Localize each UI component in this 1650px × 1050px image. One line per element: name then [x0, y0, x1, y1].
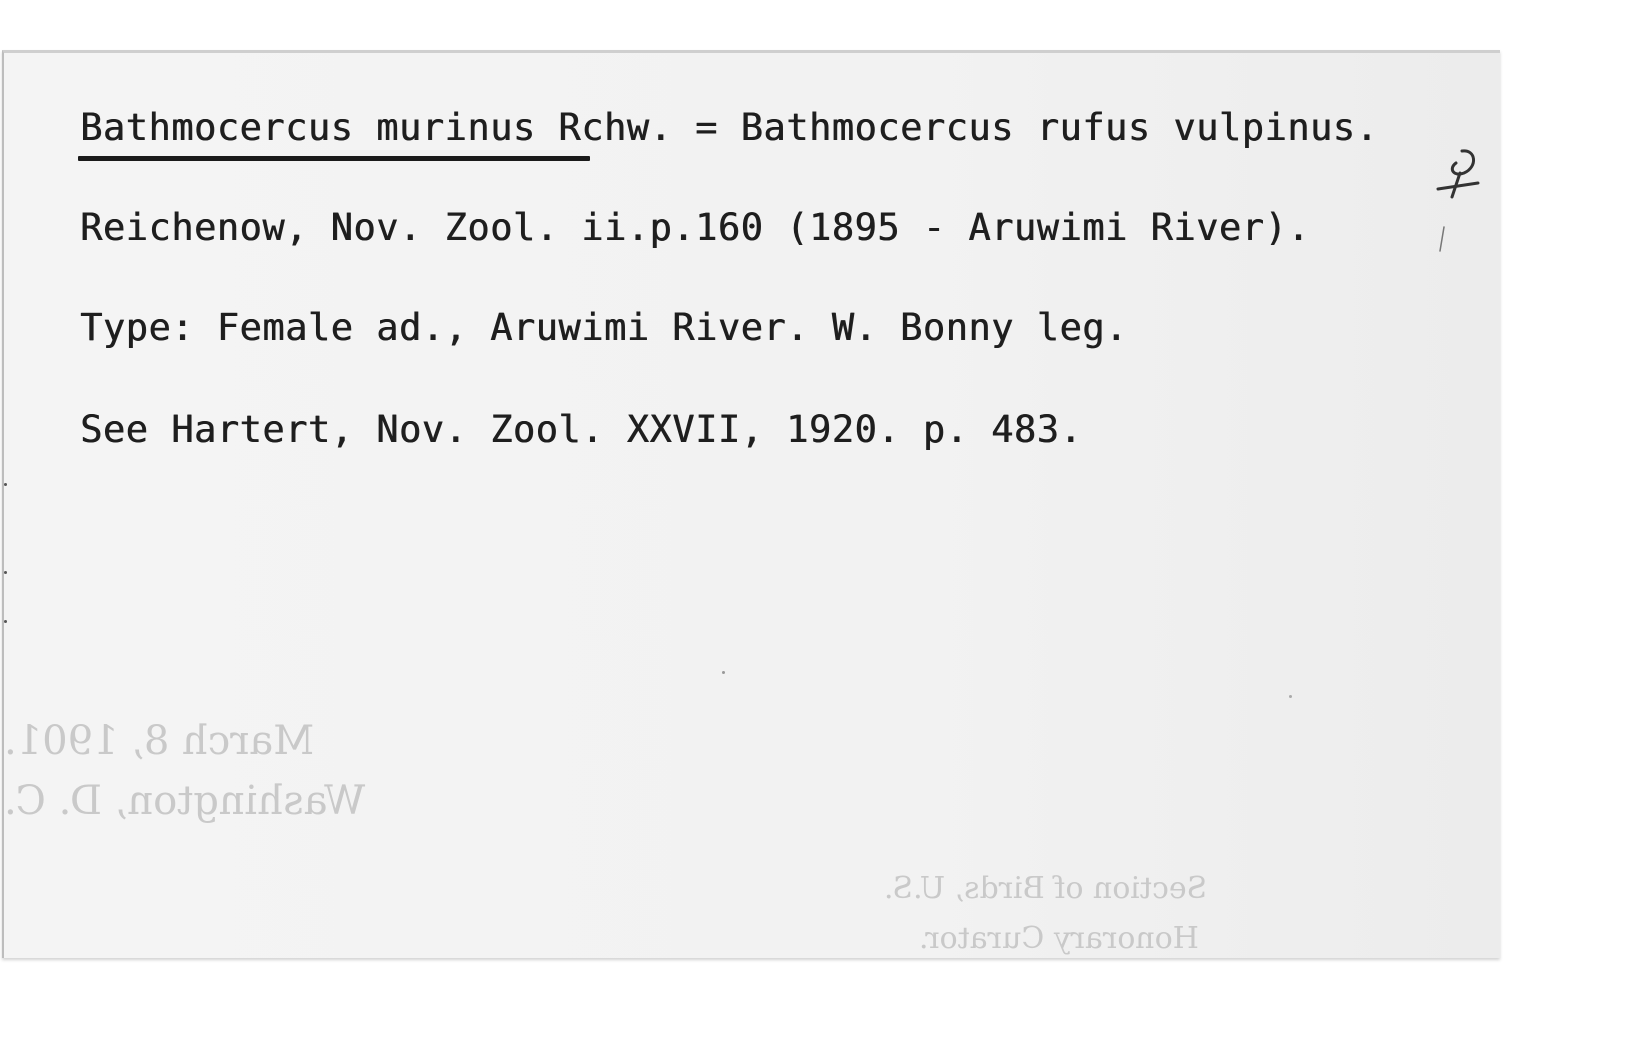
card-line-2: Reichenow, Nov. Zool. ii.p.160 (1895 - Aruwimi River). — [80, 206, 1310, 249]
bleed-through-section: Section of Birds, U.S. — [884, 871, 1208, 906]
female-symbol-icon — [1432, 145, 1484, 255]
bleed-through-place: Washington, D. C. — [4, 778, 366, 824]
speck — [1289, 695, 1292, 698]
species-name-underline — [78, 156, 590, 161]
card-line-3: Type: Female ad., Aruwimi River. W. Bonny leg. — [80, 306, 1128, 349]
catalog-card — [2, 50, 1500, 958]
speck — [4, 571, 7, 574]
bleed-through-date: March 8, 1901. — [4, 718, 315, 764]
card-line-1 — [80, 106, 1378, 149]
card-line-4: See Hartert, Nov. Zool. XXVII, 1920. p. 483. — [80, 408, 1083, 451]
synonym-text: Rchw. = Bathmocercus rufus vulpinus. — [535, 106, 1379, 149]
bleed-through-curator: Honorary Curator. — [919, 921, 1199, 956]
speck — [4, 483, 7, 486]
speck — [722, 671, 725, 674]
speck — [4, 620, 7, 623]
species-name: Bathmocercus murinus — [80, 106, 536, 149]
